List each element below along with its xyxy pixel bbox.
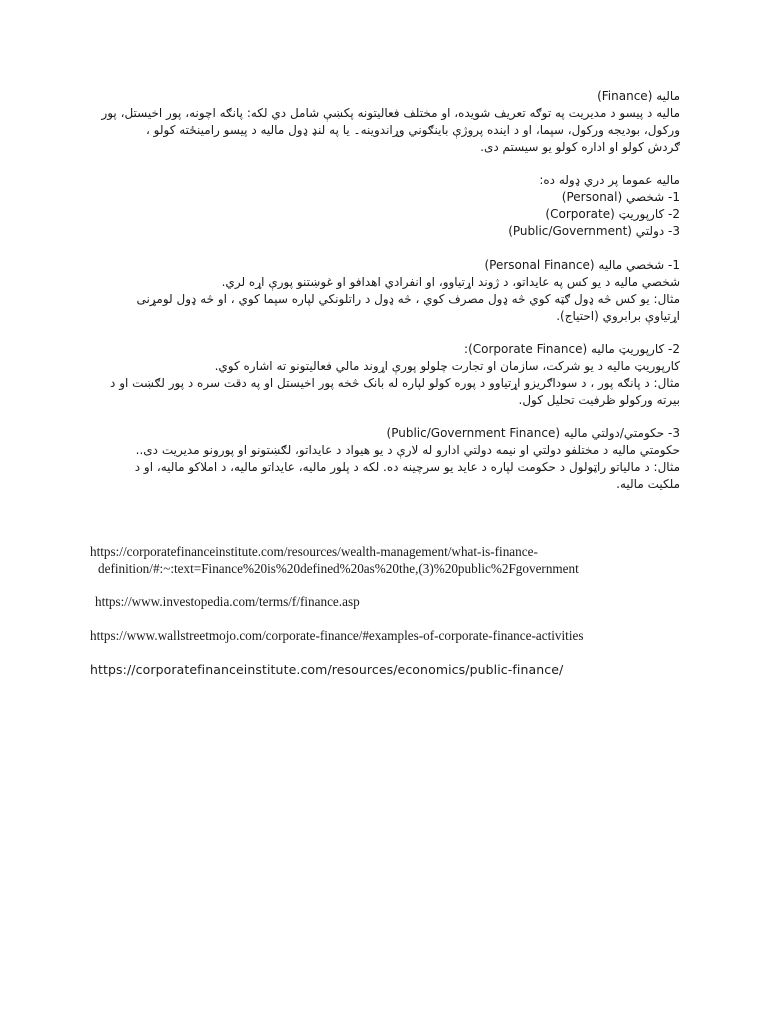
government-section — [90, 425, 680, 493]
personal-line-2: مثال: یو کس څه ډول ګټه کوي څه ډول مصرف کوي ، څه ډول د راتلونکي لپاره سپما کوي ، او څه ډول لومړنی — [136, 292, 680, 306]
intro-title: مالیه (Finance) — [597, 89, 680, 103]
intro-section — [90, 88, 680, 156]
types-item-3: 3- دولتي (Public/Government) — [508, 224, 680, 238]
corporate-line-1: کارپوریټ مالیه د یو شرکت، سازمان او تجارت چلولو پورې اړوند مالي فعالیتونو ته اشاره کوي. — [214, 359, 680, 373]
personal-line-1: شخصي مالیه د یو کس په عایداتو، د ژوند اړتیاوو، او انفرادي اهدافو او غوښتنو پورې اړه لري. — [221, 275, 680, 289]
reference-link-4-text[interactable]: https://corporatefinanceinstitute.com/resources/economics/public-finance/ — [90, 662, 564, 677]
reference-link-3-text[interactable]: https://www.wallstreetmojo.com/corporate-finance/#examples-of-corporate-finance-activities — [90, 628, 584, 643]
types-section — [90, 172, 680, 240]
intro-line-1: مالیه د پیسو د مدیریت په توګه تعریف شویده، او مختلف فعالیتونه پکښې شامل دي لکه: پانګه اچونه، پور اخیستل، پور — [101, 106, 680, 120]
government-line-3: ملکیت مالیه. — [616, 477, 680, 491]
reference-link-1-line-1[interactable]: https://corporatefinanceinstitute.com/resources/wealth-management/what-is-finance- — [90, 544, 538, 559]
corporate-line-2: مثال: د پانګه پور ، د سوداګریزو اړتیاوو د پوره کولو لپاره له بانک څخه پور اخیستل او په دقت سره د پور لګښت او د — [110, 376, 680, 390]
personal-line-3: اړتیاوې برابروي (احتیاج). — [556, 309, 680, 323]
types-heading: مالیه عموما پر دري ډوله ده: — [539, 173, 680, 187]
personal-title: 1- شخصي مالیه (Personal Finance) — [484, 258, 680, 272]
types-item-1: 1- شخصي (Personal) — [561, 190, 680, 204]
reference-link-1[interactable] — [90, 543, 690, 577]
reference-link-4[interactable] — [90, 661, 690, 678]
intro-line-2: ورکول، بودیجه ورکول، سپما، او د اینده پروژې باینګوني وړاندوینه۔ یا په لنډ ډول مالیه د پیسو رامینځته کولو ، — [145, 123, 680, 137]
intro-line-3: ګردش کولو او اداره کولو یو سیستم دی. — [480, 140, 680, 154]
types-item-2: 2- کارپوریټ (Corporate) — [545, 207, 680, 221]
corporate-title: 2- کارپوریټ مالیه (Corporate Finance): — [464, 342, 680, 356]
corporate-section — [90, 341, 680, 409]
reference-link-2[interactable] — [95, 593, 695, 610]
reference-link-1-line-2[interactable]: definition/#:~:text=Finance%20is%20defined%20as%20the,(3)%20public%2Fgovernment — [98, 561, 579, 576]
government-line-2: مثال: د مالیاتو راټولول د حکومت لپاره د عاید یو سرچینه ده. لکه د پلور مالیه، عایداتو مالیه، د املاکو مالیه، او د — [134, 460, 680, 474]
reference-link-2-text[interactable]: https://www.investopedia.com/terms/f/finance.asp — [95, 594, 360, 609]
personal-section — [90, 257, 680, 325]
reference-link-3[interactable] — [90, 627, 690, 644]
corporate-line-3: بیرته ورکولو ظرفیت تحلیل کول. — [518, 393, 680, 407]
government-title: 3- حکومتي/دولتي مالیه (Public/Government Finance) — [386, 426, 680, 440]
government-line-1: حکومتي مالیه د مختلفو دولتي او نیمه دولتي ادارو له لارې د یو هیواد د عایداتو، لګښتونو او پورونو مدیریت دی.. — [135, 443, 680, 457]
